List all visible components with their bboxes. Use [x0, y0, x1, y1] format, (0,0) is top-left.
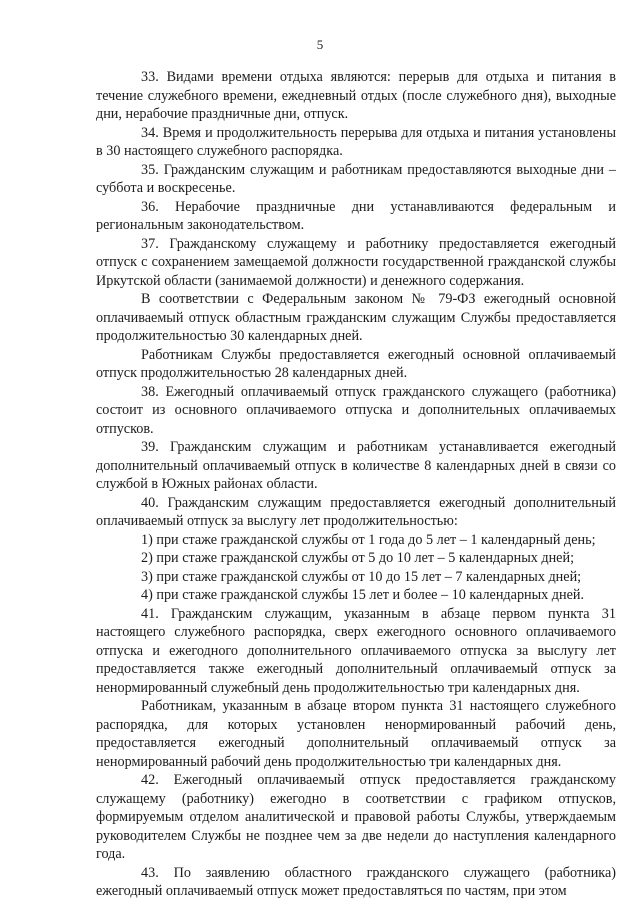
paragraph-42: 42. Ежегодный оплачиваемый отпуск предоставляется гражданскому служащему (работнику) ежегодно в соответствии с графиком отпусков, формируемым отделом аналитической и правовой работы Службы, утверждаемым руководителем Службы не позднее чем за две недели до наступления календарного года.	[96, 772, 616, 862]
list-item-4: 4) при стаже гражданской службы 15 лет и более – 10 календарных дней.	[141, 587, 585, 603]
paragraph-39: 39. Гражданским служащим и работникам устанавливается ежегодный дополнительный оплачиваемый отпуск в количестве 8 календарных дней в связи со службой в Южных районах области.	[96, 439, 616, 492]
paragraph-43: 43. По заявлению областного гражданского служащего (работника) ежегодный оплачиваемый отпуск может предоставляться по частям, при этом	[96, 864, 616, 899]
paragraph-41: 41. Гражданским служащим, указанным в абзаце первом пункта 31 настоящего служебного распорядка, сверх ежегодного основного оплачиваемого отпуска и ежегодного дополнительного оплачиваемого отпуска за выслугу лет предоставляется также ежегодный дополнительный оплачиваемый отпуск за ненормированный служебный день продолжительностью три календарных дня.	[96, 605, 616, 696]
paragraph-37-federal-law: В соответствии с Федеральным законом № 79-ФЗ ежегодный основной оплачиваемый отпуск областным гражданским служащим Службы предоставляется продолжительностью 30 календарных дней.	[96, 291, 616, 344]
list-item-1: 1) при стаже гражданской службы от 1 года до 5 лет – 1 календарный день;	[141, 531, 596, 548]
paragraph-38: 38. Ежегодный оплачиваемый отпуск гражданского служащего (работника) состоит из основного оплачиваемого отпуска и дополнительных оплачиваемых отпусков.	[96, 383, 616, 437]
list-item-2: 2) при стаже гражданской службы от 5 до 10 лет – 5 календарных дней;	[141, 550, 575, 566]
page-number: 5	[316, 37, 324, 52]
document-body	[96, 68, 616, 901]
list-item-3: 3) при стаже гражданской службы от 10 до 15 лет – 7 календарных дней;	[141, 568, 582, 585]
paragraph-36: 36. Нерабочие праздничные дни устанавливаются федеральным и региональным законодательством.	[96, 198, 616, 233]
paragraph-37-workers: Работникам Службы предоставляется ежегодный основной оплачиваемый отпуск продолжительностью 28 календарных дней.	[96, 346, 616, 381]
paragraph-35: 35. Гражданским служащим и работникам предоставляются выходные дни – суббота и воскресенье.	[96, 161, 616, 196]
paragraph-41-workers: Работникам, указанным в абзаце втором пункта 31 настоящего служебного распорядка, для которых установлен ненормированный рабочий день, предоставляется ежегодный дополнительный оплачиваемый отпуск за ненормированный рабочий день продолжительностью три календарных дня.	[96, 698, 616, 770]
paragraph-40: 40. Гражданским служащим предоставляется ежегодный дополнительный оплачиваемый отпуск за выслугу лет продолжительностью:	[96, 494, 616, 529]
paragraph-34: 34. Время и продолжительность перерыва для отдыха и питания установлены в 30 настоящего служебного распорядка.	[96, 124, 616, 159]
paragraph-33: 33. Видами времени отдыха являются: перерыв для отдыха и питания в течение служебного времени, ежедневный отдых (после служебного дня), выходные дни, нерабочие праздничные дни, отпуск.	[96, 69, 616, 122]
paragraph-37: 37. Гражданскому служащему и работнику предоставляется ежегодный отпуск с сохранением замещаемой должности государственной гражданской службы Иркутской области (занимаемой должности) и денежного содержания.	[96, 235, 616, 289]
